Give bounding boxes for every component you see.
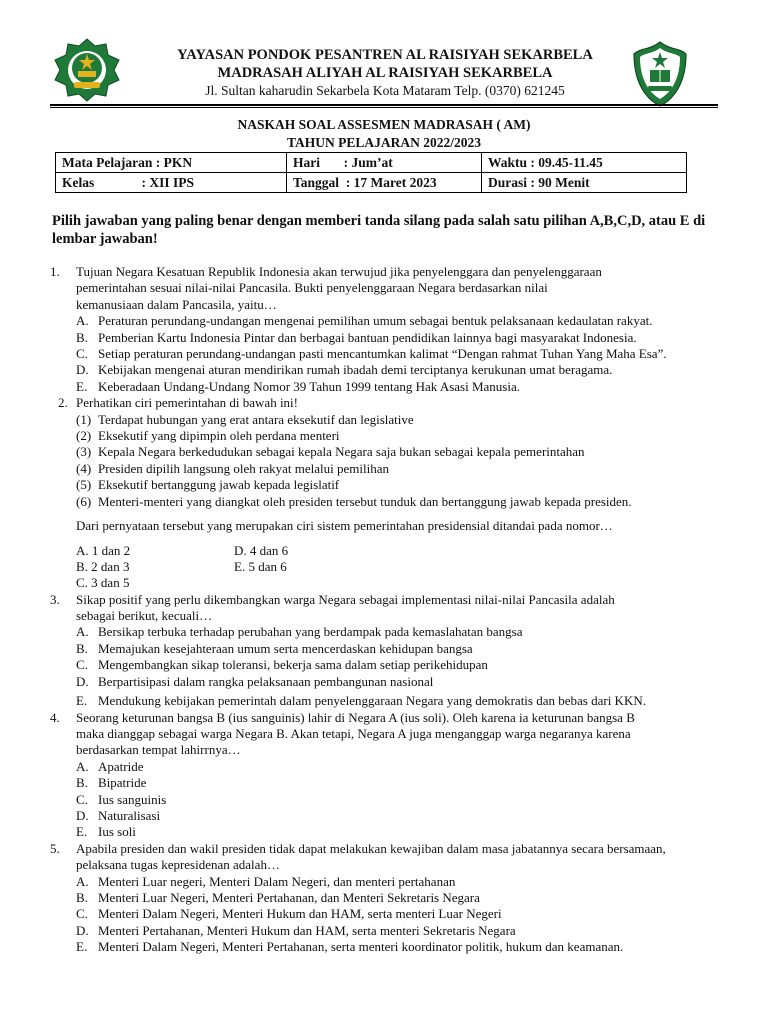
- question-text: sebagai berikut, kecuali…: [76, 608, 213, 624]
- question-4: [50, 710, 730, 841]
- question-text: Apabila presiden dan wakil presiden tidak dapat melakukan kewajiban dalam masa jabatannya secara bersamaan,: [76, 840, 666, 856]
- answer-option-row: C. 3 dan 5: [76, 575, 130, 591]
- info-cell: Tanggal : 17 Maret 2023: [287, 173, 482, 193]
- answer-option: E. Ius soli: [76, 824, 136, 840]
- question-text: Sikap positif yang perlu dikembangkan warga Negara sebagai implementasi nilai-nilai Pancasila adalah: [76, 591, 615, 607]
- statement-item: (5) Eksekutif bertanggung jawab kepada legislatif: [76, 477, 340, 493]
- exam-title: NASKAH SOAL ASSESMEN MADRASAH ( AM): [237, 117, 531, 132]
- answer-option: B. Bipatride: [76, 775, 147, 791]
- school-header: [130, 46, 640, 100]
- question-prompt: Dari pernyataan tersebut yang merupakan ciri sistem pemerintahan presidensial ditandai pada nomor…: [76, 518, 613, 534]
- question-text: Seorang keturunan bangsa B (ius sanguinis) lahir di Negara A (ius soli). Oleh karena ia keturunan bangsa B: [76, 709, 635, 725]
- answer-option: D. Naturalisasi: [76, 807, 161, 823]
- answer-option: A. Bersikap terbuka terhadap perubahan yang berdampak pada kemaslahatan bangsa: [76, 624, 523, 640]
- question-text: kemanusiaan dalam Pancasila, yaitu…: [76, 296, 277, 312]
- statement-item: (4) Presiden dipilih langsung oleh rakyat melalui pemilihan: [76, 460, 389, 476]
- question-5: [50, 841, 730, 956]
- answer-option: B. Pemberian Kartu Indonesia Pintar dan berbagai bantuan pendidikan lainnya bagi masyarakat Indonesia.: [76, 329, 637, 345]
- question-text: pemerintahan sesuai nilai-nilai Pancasila. Bukti penyelenggaraan Negara berdasarkan nilai: [76, 280, 548, 296]
- academic-year: TAHUN PELAJARAN 2022/2023: [286, 135, 481, 150]
- instructions: Pilih jawaban yang paling benar dengan memberi tanda silang pada salah satu pilihan A,B,C,D, atau E di lembar jawaban!: [52, 213, 706, 247]
- exam-info-table: [55, 152, 687, 193]
- statement-item: (6) Menteri-menteri yang diangkat oleh presiden tersebut tunduk dan bertanggung jawab kepada presiden.: [76, 493, 632, 509]
- info-cell: Waktu : 09.45-11.45: [482, 153, 687, 173]
- info-cell: Hari : Jum’at: [287, 153, 482, 173]
- header-divider: [50, 104, 718, 106]
- question-number: 2.: [58, 395, 68, 411]
- question-list: [50, 264, 730, 956]
- answer-option: E. Keberadaan Undang-Undang Nomor 39 Tahun 1999 tentang Hak Asasi Manusia.: [76, 378, 520, 394]
- foundation-name: YAYASAN PONDOK PESANTREN AL RAISIYAH SEKARBELA: [177, 47, 593, 63]
- answer-option: A. Menteri Luar negeri, Menteri Dalam Negeri, dan menteri pertahanan: [76, 873, 456, 889]
- answer-option: D. Menteri Pertahanan, Menteri Hukum dan HAM, serta menteri Sekretaris Negara: [76, 922, 516, 938]
- question-number: 5.: [50, 840, 60, 856]
- info-cell: Kelas : XII IPS: [56, 173, 287, 193]
- answer-option: A. Apatride: [76, 758, 144, 774]
- answer-option: C. Ius sanguinis: [76, 791, 167, 807]
- info-row: [56, 173, 687, 193]
- statement-item: (3) Kepala Negara berkedudukan sebagai kepala Negara saja bukan sebagai kepala pemerintahan: [76, 444, 585, 460]
- school-name: MADRASAH ALIYAH AL RAISIYAH SEKARBELA: [217, 65, 553, 81]
- question-number: 4.: [50, 709, 60, 725]
- question-text: Tujuan Negara Kesatuan Republik Indonesia akan terwujud jika penyelenggara dan penyelenggaraan: [76, 264, 602, 279]
- question-text: pelaksana tugas kepresidenan adalah…: [76, 857, 280, 873]
- question-1: [50, 264, 730, 395]
- answer-option: E. Menteri Dalam Negeri, Menteri Pertahanan, serta menteri koordinator politik, hukum dan keamanan.: [76, 939, 624, 955]
- answer-option: D. Kebijakan mengenai aturan mendirikan rumah ibadah demi terciptanya kerukunan umat beragama.: [76, 362, 613, 378]
- question-text: maka dianggap sebagai warga Negara B. Akan tetapi, Negara A juga menganggap warga negaranya karena: [76, 725, 631, 741]
- answer-option: B. Memajukan kesejahteraan umum serta mencerdaskan kehidupan bangsa: [76, 640, 473, 656]
- question-number: 3.: [50, 591, 60, 607]
- answer-option: C. Mengembangkan sikap toleransi, bekerja sama dalam setiap perikehidupan: [76, 657, 488, 673]
- answer-option: B. Menteri Luar Negeri, Menteri Pertahanan, dan Menteri Sekretaris Negara: [76, 889, 480, 905]
- madrasah-logo: [632, 40, 688, 108]
- info-cell: Mata Pelajaran : PKN: [56, 153, 287, 173]
- statement-item: (2) Eksekutif yang dipimpin oleh perdana menteri: [76, 428, 340, 444]
- info-cell: Durasi : 90 Menit: [482, 173, 687, 193]
- question-number: 1.: [50, 264, 60, 279]
- answer-option-row: A. 1 dan 2 D. 4 dan 6: [76, 542, 289, 558]
- question-text: Perhatikan ciri pemerintahan di bawah ini!: [76, 395, 299, 411]
- answer-option: A. Peraturan perundang-undangan mengenai pemilihan umum sebagai bentuk pelaksanaan kedaulatan rakyat.: [76, 313, 653, 329]
- info-row: [56, 153, 687, 173]
- answer-option: D. Berpartisipasi dalam rangka pelaksanaan pembangunan nasional: [76, 673, 434, 689]
- kemenag-logo: [52, 38, 122, 102]
- answer-option: C. Menteri Dalam Negeri, Menteri Hukum dan HAM, serta menteri Luar Negeri: [76, 906, 502, 922]
- school-address: Jl. Sultan kaharudin Sekarbela Kota Mataram Telp. (0370) 621245: [205, 83, 565, 98]
- statement-item: (1) Terdapat hubungan yang erat antara eksekutif dan legislative: [76, 411, 414, 427]
- header-divider-thin: [50, 107, 718, 108]
- answer-option: C. Setiap peraturan perundang-undangan pasti mencantumkan kalimat “Dengan rahmat Tuhan Yang Maha Esa”.: [76, 346, 667, 362]
- question-2: [50, 395, 730, 591]
- answer-option-row: B. 2 dan 3 E. 5 dan 6: [76, 558, 287, 574]
- question-3: [50, 592, 730, 710]
- question-text: berdasarkan tempat lahirrnya…: [76, 742, 241, 758]
- answer-option: E. Mendukung kebijakan pemerintah dalam penyelenggaraan Negara yang demokratis dan bebas dari KKN.: [76, 693, 646, 709]
